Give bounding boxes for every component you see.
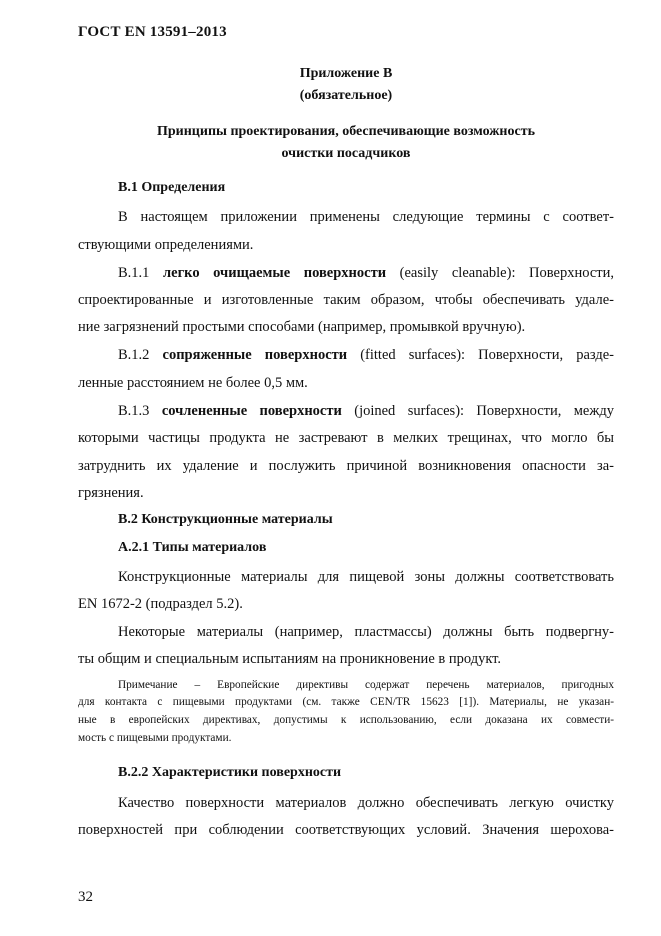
term3-name: сочлененные поверхности bbox=[161, 403, 342, 419]
note-line4: мость с пищевыми продуктами. bbox=[78, 732, 232, 744]
term3-line3: затруднить их удаление и послужить причиной возникновения опасности за- bbox=[78, 458, 614, 474]
section-b22-heading: В.2.2 Характеристики поверхности bbox=[118, 765, 342, 780]
b2-para1-line2: EN 1672-2 (подраздел 5.2). bbox=[78, 596, 243, 612]
b22-line1: Качество поверхности материалов должно обеспечивать легкую очистку bbox=[118, 795, 614, 811]
note-line1: Примечание – Европейские директивы содержат перечень материалов, пригодных bbox=[118, 679, 614, 691]
note-line2: для контакта с пищевыми продуктами (см. также CEN/TR 15623 [1]). Материалы, не указан- bbox=[78, 696, 614, 708]
b2-para1-line1: Конструкционные материалы для пищевой зоны должны соответствовать bbox=[118, 569, 614, 585]
standard-code-header: ГОСТ EN 13591–2013 bbox=[78, 24, 227, 40]
term3-number: В.1.3 bbox=[118, 403, 162, 419]
b1-intro-line2: ствующими определениями. bbox=[78, 237, 254, 253]
term1-name: легко очищаемые поверхности bbox=[163, 265, 387, 281]
term3-line1-rest: (joined surfaces): Поверхности, между bbox=[341, 403, 615, 419]
appendix-heading-line1: Принципы проектирования, обеспечивающие возможность bbox=[157, 124, 535, 139]
section-b2-heading: В.2 Конструкционные материалы bbox=[118, 512, 333, 527]
b2-para2-line1: Некоторые материалы (например, пластмассы) должны быть подвергну- bbox=[118, 624, 614, 640]
appendix-heading-line2: очистки посадчиков bbox=[281, 146, 411, 161]
b1-intro-line1: В настоящем приложении применены следующие термины с соответ- bbox=[118, 209, 614, 225]
term1-line1 bbox=[118, 263, 614, 283]
appendix-status: (обязательное) bbox=[299, 88, 393, 103]
b2-para2-line2: ты общим и специальным испытаниям на проникновение в продукт. bbox=[78, 651, 502, 667]
term3-line2: которыми частицы продукта не застревают в мелких трещинах, что могло бы bbox=[78, 430, 614, 446]
term2-number: В.1.2 bbox=[118, 347, 163, 363]
appendix-title: Приложение В bbox=[299, 66, 393, 81]
term3-line1 bbox=[118, 401, 614, 421]
term1-number: В.1.1 bbox=[118, 265, 164, 281]
note-line3: ные в европейских директивах, допустимы к использованию, если доказана их совмести- bbox=[78, 714, 614, 726]
term1-line3: ние загрязнений простыми способами (например, промывкой вручную). bbox=[78, 319, 526, 335]
page-number: 32 bbox=[78, 889, 93, 905]
term3-line4: грязнения. bbox=[78, 485, 144, 501]
section-a21-subheading: А.2.1 Типы материалов bbox=[118, 540, 267, 555]
term1-line2: спроектированные и изготовленные таким образом, чтобы обеспечивать удале- bbox=[78, 292, 614, 308]
term2-line2: ленные расстоянием не более 0,5 мм. bbox=[78, 375, 308, 391]
term2-line1-rest: (fitted surfaces): Поверхности, разде- bbox=[347, 347, 615, 363]
term1-line1-rest: (easily cleanable): Поверхности, bbox=[386, 265, 614, 281]
term2-line1 bbox=[118, 345, 614, 365]
b22-line2: поверхностей при соблюдении соответствующих условий. Значения шерохова- bbox=[78, 822, 614, 838]
section-b1-heading: В.1 Определения bbox=[118, 180, 226, 195]
term2-name: сопряженные поверхности bbox=[162, 347, 348, 363]
